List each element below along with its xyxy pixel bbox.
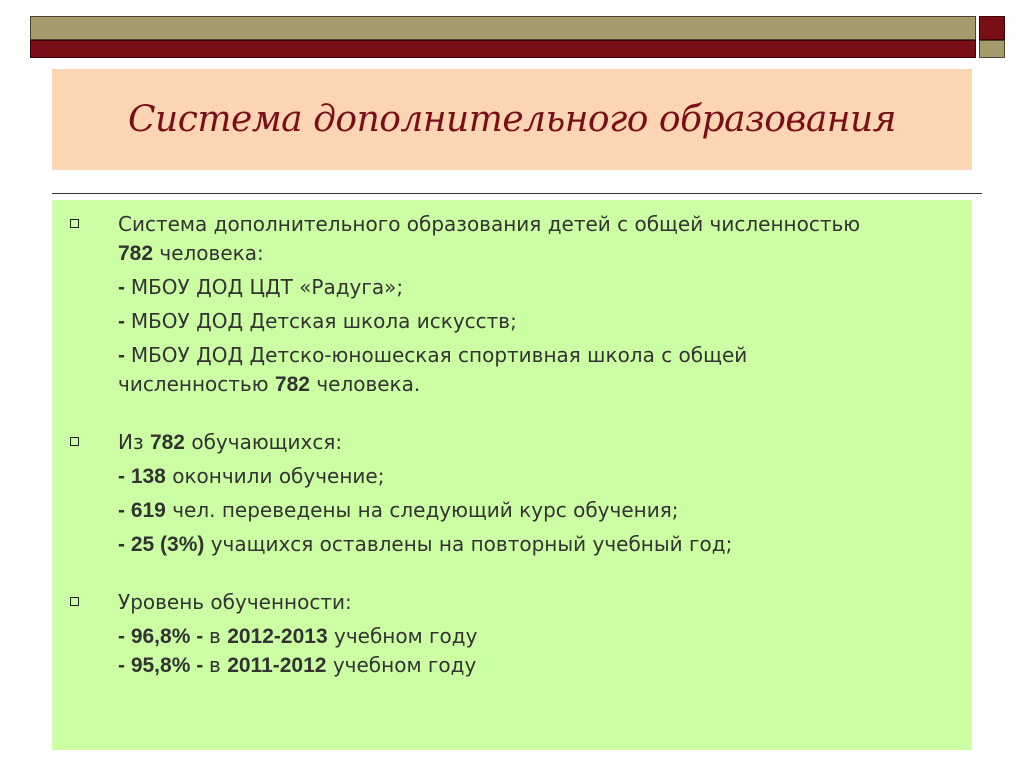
text-line bbox=[118, 239, 954, 268]
dash: - bbox=[118, 344, 131, 367]
text: в bbox=[209, 624, 228, 648]
number: - 619 bbox=[118, 499, 166, 522]
square-bullet-icon bbox=[70, 597, 79, 606]
bullet-item-students bbox=[66, 428, 954, 559]
percent: - 95,8% - bbox=[118, 654, 210, 677]
divider-line bbox=[52, 193, 982, 194]
text-line bbox=[118, 622, 954, 651]
dash: - bbox=[118, 276, 131, 299]
text: численностью bbox=[118, 372, 275, 396]
text-line bbox=[118, 428, 954, 457]
top-bar-olive bbox=[30, 16, 976, 40]
text: окончили обучение; bbox=[165, 464, 385, 488]
text-line bbox=[118, 588, 954, 617]
title-box bbox=[52, 69, 972, 170]
text-line bbox=[118, 273, 954, 302]
text: МБОУ ДОД Детская школа искусств; bbox=[130, 309, 517, 333]
top-bar-maroon bbox=[30, 40, 976, 58]
text: человека. bbox=[309, 372, 421, 396]
bullet-item-system bbox=[66, 210, 954, 399]
text: учебном году bbox=[326, 653, 477, 677]
text: Система дополнительного образования детей с общей численностью bbox=[118, 212, 861, 236]
text-line bbox=[118, 496, 954, 525]
text-line bbox=[118, 307, 954, 336]
number: - 25 (3%) bbox=[118, 533, 205, 556]
text: учащихся оставлены на повторный учебный год; bbox=[204, 532, 733, 556]
slide-title: Система дополнительного образования bbox=[127, 99, 897, 140]
percent: - 96,8% - bbox=[118, 625, 210, 648]
text: человека: bbox=[153, 241, 264, 265]
text-line bbox=[118, 341, 954, 370]
text: обучающихся: bbox=[185, 430, 343, 454]
dash: - bbox=[118, 310, 131, 333]
text: МБОУ ДОД Детско-юношеская спортивная школа с общей bbox=[130, 343, 748, 367]
number: 782 bbox=[118, 242, 154, 265]
content-area bbox=[52, 200, 972, 750]
corner-square-maroon bbox=[979, 16, 1005, 40]
text-line bbox=[118, 210, 954, 239]
text-line bbox=[118, 370, 954, 399]
corner-square-olive bbox=[979, 40, 1005, 58]
text-line bbox=[118, 462, 954, 491]
text: учебном году bbox=[327, 624, 478, 648]
number: 782 bbox=[274, 373, 310, 396]
text: Уровень обученности: bbox=[118, 590, 352, 614]
text: Из bbox=[118, 430, 150, 454]
text-line bbox=[118, 651, 954, 680]
text: МБОУ ДОД ЦДТ «Радуга»; bbox=[130, 275, 404, 299]
year: 2011-2012 bbox=[227, 654, 327, 677]
year: 2012-2013 bbox=[227, 625, 328, 648]
text-line bbox=[118, 530, 954, 559]
number: 782 bbox=[149, 431, 185, 454]
text: в bbox=[209, 653, 228, 677]
text: чел. переведены на следующий курс обучения; bbox=[165, 498, 679, 522]
bullet-item-level bbox=[66, 588, 954, 680]
square-bullet-icon bbox=[70, 437, 79, 446]
number: - 138 bbox=[118, 465, 166, 488]
square-bullet-icon bbox=[70, 219, 79, 228]
